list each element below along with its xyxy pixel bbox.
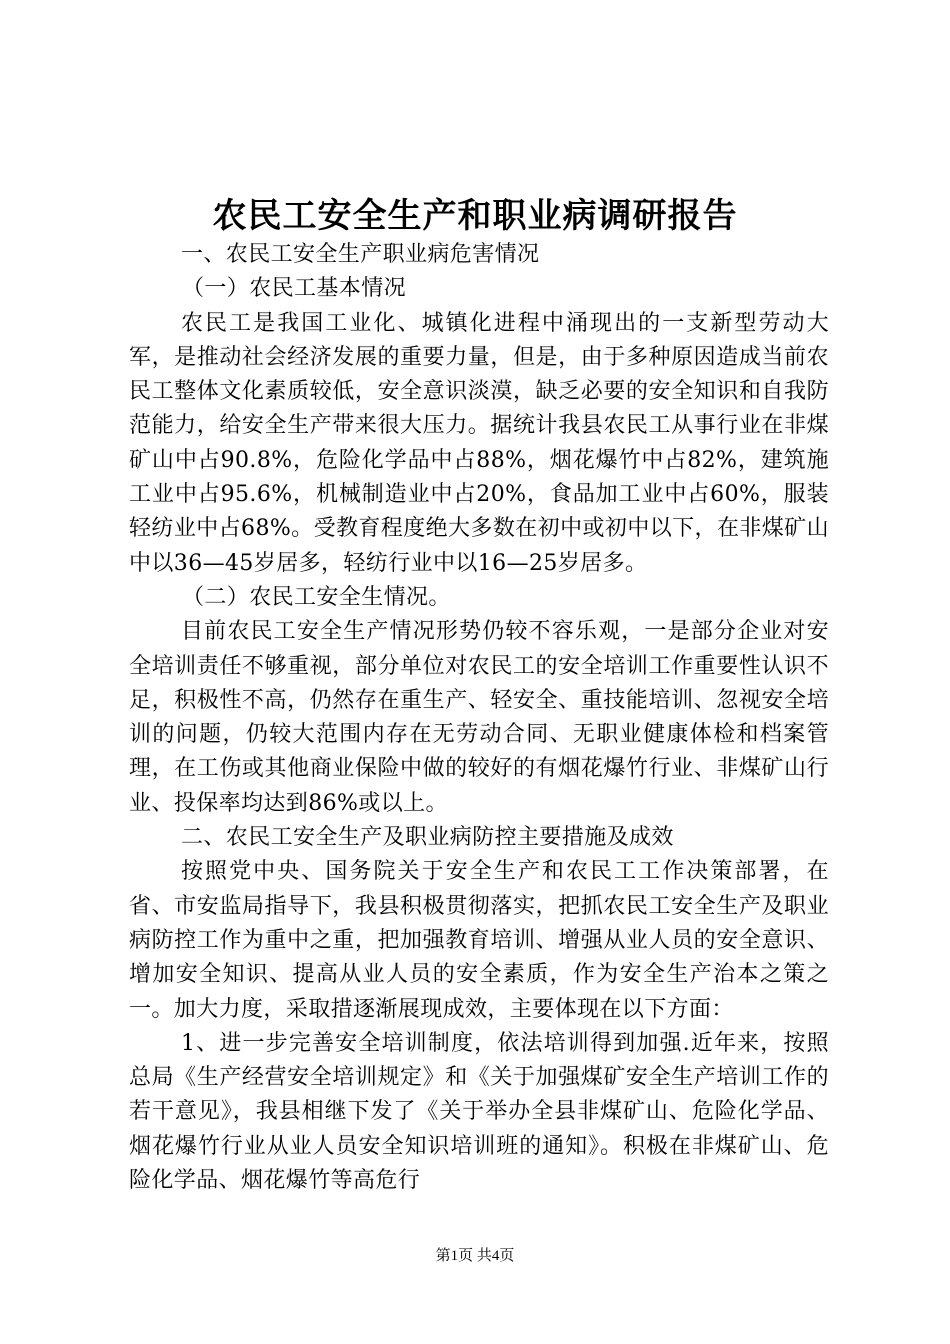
subsection-heading-1: （一）农民工基本情况 xyxy=(182,276,407,302)
section-heading-2: 二、农民工安全生产及职业病防控主要措施及成效 xyxy=(181,825,674,851)
document-title: 农民工安全生产和职业病调研报告 xyxy=(212,196,738,236)
page-footer: 第1页 共4页 xyxy=(435,1248,515,1264)
subsection-heading-2: （二）农民工安全生情况。 xyxy=(182,584,451,610)
paragraph-measures: 按照党中央、国务院关于安全生产和农民工工作决策部署，在省、市安监局指导下，我县积极贯彻落实，把抓农民工安全生产及职业病防控工作为重中之重，把加强教育培训、增强从业人员的安全意识、增加安全知识、提高从业人员的安全素质，作为安全生产治本之策之一。加大力度，采取措逐渐展现成效，主要体现在以下方面： xyxy=(129,859,829,1022)
paragraph-safety-situation: 目前农民工安全生产情况形势仍较不容乐观，一是部分企业对安全培训责任不够重视，部分单位对农民工的安全培训工作重要性认识不足，积极性不高，仍然存在重生产、轻安全、重技能培训、忽视安全培训的问题，仍较大范围内存在无劳动合同、无职业健康体检和档案管理，在工伤或其他商业保险中做的较好的有烟花爆竹行业、非煤矿山行业、投保率均达到86%或以上。 xyxy=(129,619,829,816)
section-heading-1: 一、农民工安全生产职业病危害情况 xyxy=(181,242,540,267)
document-body xyxy=(129,238,829,1198)
paragraph-basic-situation: 农民工是我国工业化、城镇化进程中涌现出的一支新型劳动大军，是推动社会经济发展的重要力量，但是，由于多种原因造成当前农民工整体文化素质较低，安全意识淡漠，缺乏必要的安全知识和自我防范能力，给安全生产带来很大压力。据统计我县农民工从事行业在非煤矿山中占90.8%，危险化学品中占88%，烟花爆竹中占82%，建筑施工业中占95.6%，机械制造业中占20%，食品加工业中占60%，服装轻纺业中占68%。受教育程度绝大多数在初中或初中以下，在非煤矿山中以36—45岁居多，轻纺行业中以16—25岁居多。 xyxy=(129,310,829,576)
paragraph-training-system: 1、进一步完善安全培训制度，依法培训得到加强.近年来，按照总局《生产经营安全培训规定》和《关于加强煤矿安全生产培训工作的若干意见》，我县相继下发了《关于举办全县非煤矿山、危险化学品、烟花爆竹行业从业人员安全知识培训班的通知》。积极在非煤矿山、危险化学品、烟花爆竹等高危行 xyxy=(129,1030,829,1194)
